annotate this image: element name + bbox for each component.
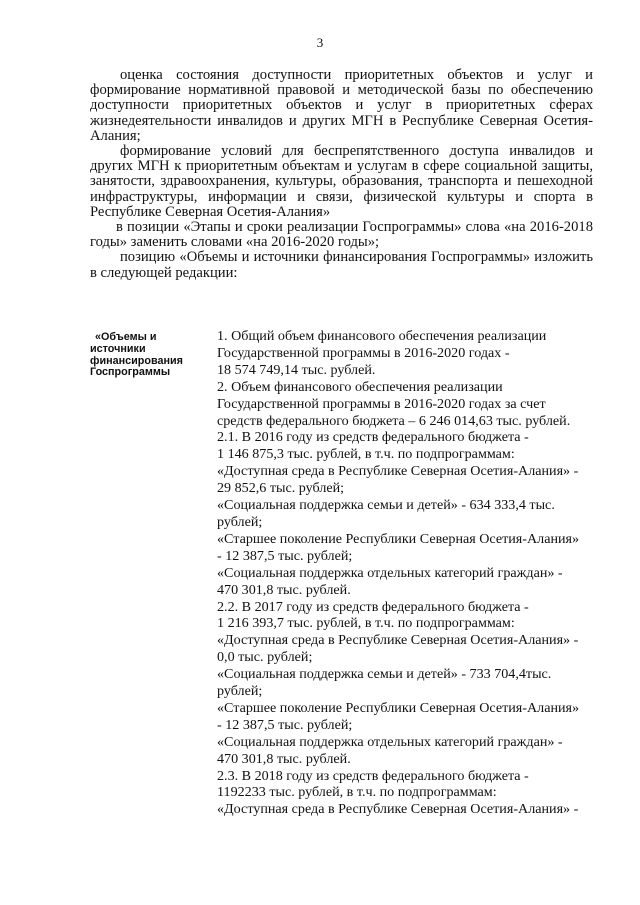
content-line: Государственной программы в 2016-2020 годах за счет: [217, 395, 546, 412]
funding-content: [217, 328, 609, 818]
content-line: 1. Общий объем финансового обеспечения реализации: [217, 328, 547, 344]
page-number: 3: [316, 35, 324, 50]
content-line: 0,0 тыс. рублей;: [217, 649, 313, 666]
content-line: «Старшее поколение Республики Северная Осетия-Алания»: [217, 699, 580, 716]
content-line: 470 301,8 тыс. рублей.: [217, 750, 351, 767]
content-line: 1192233 тыс. рублей, в т.ч. по подпрограммам:: [217, 784, 497, 801]
content-line: 1 146 875,3 тыс. рублей, в т.ч. по подпрограммам:: [217, 446, 515, 463]
content-line: «Старшее поколение Республики Северная Осетия-Алания»: [217, 530, 580, 547]
paragraph-stages: в позиции «Этапы и сроки реализации Госпрограммы» слова «на 2016-2018 годы» заменить словами «на 2016-2020 годы»;: [90, 219, 593, 251]
content-line: Государственной программы в 2016-2020 годах -: [217, 344, 510, 361]
content-line: 1 216 393,7 тыс. рублей, в т.ч. по подпрограммам:: [217, 615, 515, 632]
content-line: «Социальная поддержка отдельных категорий граждан» -: [217, 733, 563, 750]
content-line: 470 301,8 тыс. рублей.: [217, 581, 351, 598]
content-line: «Социальная поддержка семьи и детей» - 634 333,4 тыс.: [217, 497, 555, 514]
content-line: «Доступная среда в Республике Северная Осетия-Алания» -: [217, 632, 579, 649]
content-line: «Социальная поддержка семьи и детей» - 733 704,4тыс.: [217, 666, 552, 683]
intro-text: [90, 68, 593, 281]
paragraph-assessment: оценка состояния доступности приоритетных объектов и услуг и формирование нормативной правовой и методической базы по обеспечению доступности приоритетных объектов и услуг в приоритетных сферах жизнедеятельности инвалидов и других МГН в Республике Северная Осетия-Алания;: [90, 67, 593, 144]
content-line: - 12 387,5 тыс. рублей;: [217, 716, 353, 733]
content-line: 2.3. В 2018 году из средств федерального бюджета -: [217, 767, 529, 784]
paragraph-funding-position: позицию «Объемы и источники финансирования Госпрограммы» изложить в следующей редакции:: [90, 249, 593, 281]
content-line: рублей;: [217, 513, 263, 530]
content-line: рублей;: [217, 683, 263, 700]
content-line: - 12 387,5 тыс. рублей;: [217, 547, 353, 564]
label-line: Госпрограммы: [90, 366, 171, 379]
content-line: средств федерального бюджета – 6 246 014,63 тыс. рублей.: [217, 412, 571, 429]
content-line: «Социальная поддержка отдельных категорий граждан» -: [217, 564, 563, 581]
label-line: финансирования: [90, 354, 183, 367]
funding-label: [90, 332, 205, 379]
content-line: 2.2. В 2017 году из средств федерального бюджета -: [217, 598, 529, 615]
content-line: 2. Объем финансового обеспечения реализации: [217, 378, 503, 395]
content-line: 2.1. В 2016 году из средств федерального бюджета -: [217, 429, 529, 446]
paragraph-conditions: формирование условий для беспрепятственного доступа инвалидов и других МГН к приоритетным объектам и услугам в сфере социальной защиты, занятости, здравоохранения, культуры, образования, транспорта и пешеходной инфраструктуры, информации и связи, физической культуры и спорта в Республике Северная Осетия-Алания»: [90, 143, 593, 220]
content-line: 18 574 749,14 тыс. рублей.: [217, 361, 376, 378]
content-line: «Доступная среда в Республике Северная Осетия-Алания» -: [217, 801, 579, 818]
label-line: источники: [90, 342, 146, 355]
content-line: «Доступная среда в Республике Северная Осетия-Алания» -: [217, 463, 579, 480]
label-line: «Объемы и: [95, 331, 157, 343]
content-line: 29 852,6 тыс. рублей;: [217, 480, 345, 497]
